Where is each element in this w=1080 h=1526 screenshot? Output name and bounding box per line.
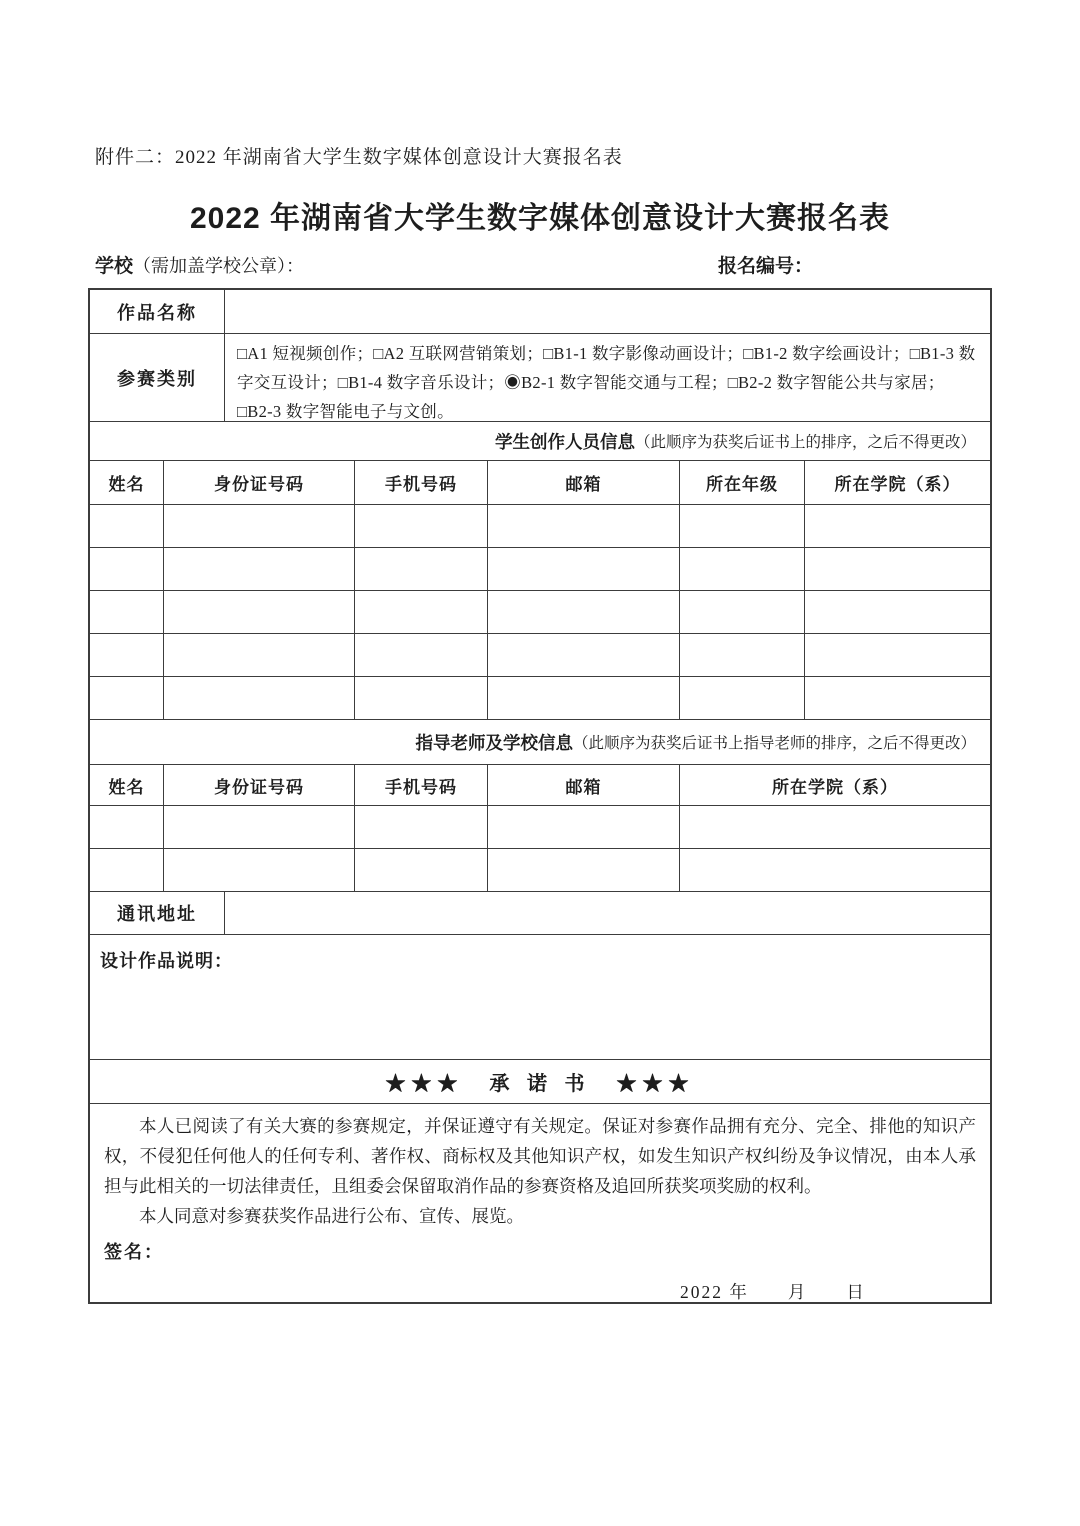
registration-no-label: 报名编号： <box>718 256 814 277</box>
student-cell <box>355 548 488 590</box>
work-name-value-cell <box>225 290 990 333</box>
teachers-section-note: （此顺序为获奖后证书上指导老师的排序，之后不得更改） <box>572 735 976 752</box>
student-cell <box>90 591 164 633</box>
student-cell <box>488 591 680 633</box>
student-cell <box>488 634 680 676</box>
student-cell <box>680 634 805 676</box>
pledge-paragraph-2: 本人同意对参赛获奖作品进行公布、宣传、展览。 <box>139 1206 524 1226</box>
students-section-header <box>90 422 990 460</box>
teacher-cell <box>90 849 164 891</box>
student-row-1 <box>90 505 990 548</box>
teacher-col-college: 所在学院（系） <box>772 777 898 797</box>
student-cell <box>488 677 680 719</box>
student-row-3 <box>90 591 990 634</box>
teachers-section-row <box>90 720 990 765</box>
address-label: 通讯地址 <box>90 892 225 934</box>
teacher-col-phone: 手机号码 <box>355 765 488 805</box>
student-row-2 <box>90 548 990 591</box>
pledge-cell <box>90 1104 990 1302</box>
student-cell <box>680 505 805 547</box>
teacher-cell <box>355 806 488 848</box>
signature-label: 签名： <box>104 1242 164 1262</box>
student-cell <box>164 505 355 547</box>
teacher-cell <box>355 849 488 891</box>
teacher-cell <box>164 806 355 848</box>
student-cell <box>164 677 355 719</box>
date-line: 2022 年 月 日 <box>680 1282 866 1302</box>
teachers-section-title: 指导老师及学校信息 <box>415 732 573 753</box>
attachment-line: 附件二：2022 年湖南省大学生数字媒体创意设计大赛报名表 <box>95 147 623 168</box>
student-cell <box>488 548 680 590</box>
category-options-text: □A1 短视频创作；□A2 互联网营销策划；□B1-1 数字影像动画设计；□B1-2 数字绘画设计；□B1-3 数字交互设计；□B1-4 数字音乐设计；◉B2-1 数字智能交通与工程；□B2-2 数字智能公共与家居；□B2-3 数字智能电子与文创。 <box>237 344 976 421</box>
student-cell <box>90 505 164 547</box>
student-cell <box>164 548 355 590</box>
registration-form-table <box>88 288 992 1304</box>
teacher-cell <box>680 806 990 848</box>
student-cell <box>805 591 990 633</box>
teacher-cell <box>488 849 680 891</box>
teachers-header-row <box>90 765 990 806</box>
student-cell <box>805 548 990 590</box>
student-cell <box>90 548 164 590</box>
description-row <box>90 935 990 1060</box>
student-col-grade: 所在年级 <box>680 461 805 504</box>
description-cell <box>90 935 990 1059</box>
students-section-title: 学生创作人员信息 <box>494 431 635 452</box>
student-cell <box>805 505 990 547</box>
student-cell <box>90 634 164 676</box>
student-col-phone: 手机号码 <box>355 461 488 504</box>
school-line <box>95 251 990 278</box>
teacher-row-2 <box>90 849 990 892</box>
pledge-title-row <box>90 1060 990 1104</box>
student-cell <box>805 634 990 676</box>
teacher-cell <box>90 806 164 848</box>
description-label: 设计作品说明： <box>100 951 233 971</box>
student-cell <box>488 505 680 547</box>
students-section-note: （此顺序为获奖后证书上的排序，之后不得更改） <box>634 434 976 451</box>
page-title: 2022 年湖南省大学生数字媒体创意设计大赛报名表 <box>189 202 891 235</box>
student-cell <box>355 591 488 633</box>
teacher-cell <box>680 849 990 891</box>
student-cell <box>355 677 488 719</box>
category-row <box>90 334 990 422</box>
school-label: 学校 <box>95 256 134 277</box>
teacher-cell <box>164 849 355 891</box>
student-row-4 <box>90 634 990 677</box>
student-cell <box>355 505 488 547</box>
address-row <box>90 892 990 935</box>
students-section-row <box>90 422 990 461</box>
teacher-col-name: 姓名 <box>90 765 164 805</box>
student-cell <box>680 591 805 633</box>
student-row-5 <box>90 677 990 720</box>
teacher-cell <box>488 806 680 848</box>
pledge-title: ★★★ 承 诺 书 ★★★ <box>385 1073 695 1095</box>
pledge-paragraph-1: 本人已阅读了有关大赛的参赛规定，并保证遵守有关规定。保证对参赛作品拥有充分、完全、排他的知识产权，不侵犯任何他人的任何专利、著作权、商标权及其他知识产权，如发生知识产权纠纷及争议情况，由本人承担与此相关的一切法律责任，且组委会保留取消作品的参赛资格及追回所获奖项奖励的权利。 <box>104 1116 976 1196</box>
student-cell <box>164 634 355 676</box>
student-col-college: 所在学院（系） <box>834 475 961 494</box>
work-name-label: 作品名称 <box>90 290 225 333</box>
category-label: 参赛类别 <box>90 334 225 421</box>
student-cell <box>164 591 355 633</box>
student-col-email: 邮箱 <box>488 461 680 504</box>
teacher-col-email: 邮箱 <box>488 765 680 805</box>
student-cell <box>90 677 164 719</box>
teachers-section-header <box>90 720 990 764</box>
student-col-id: 身份证号码 <box>164 461 355 504</box>
work-name-row <box>90 290 990 334</box>
teacher-col-id: 身份证号码 <box>164 765 355 805</box>
school-note: （需加盖学校公章）： <box>133 256 305 276</box>
student-cell <box>805 677 990 719</box>
address-value-cell <box>225 892 990 934</box>
students-header-row <box>90 461 990 505</box>
student-cell <box>680 677 805 719</box>
student-cell <box>680 548 805 590</box>
student-cell <box>355 634 488 676</box>
student-col-name: 姓名 <box>90 461 164 504</box>
pledge-row <box>90 1104 990 1302</box>
teacher-row-1 <box>90 806 990 849</box>
